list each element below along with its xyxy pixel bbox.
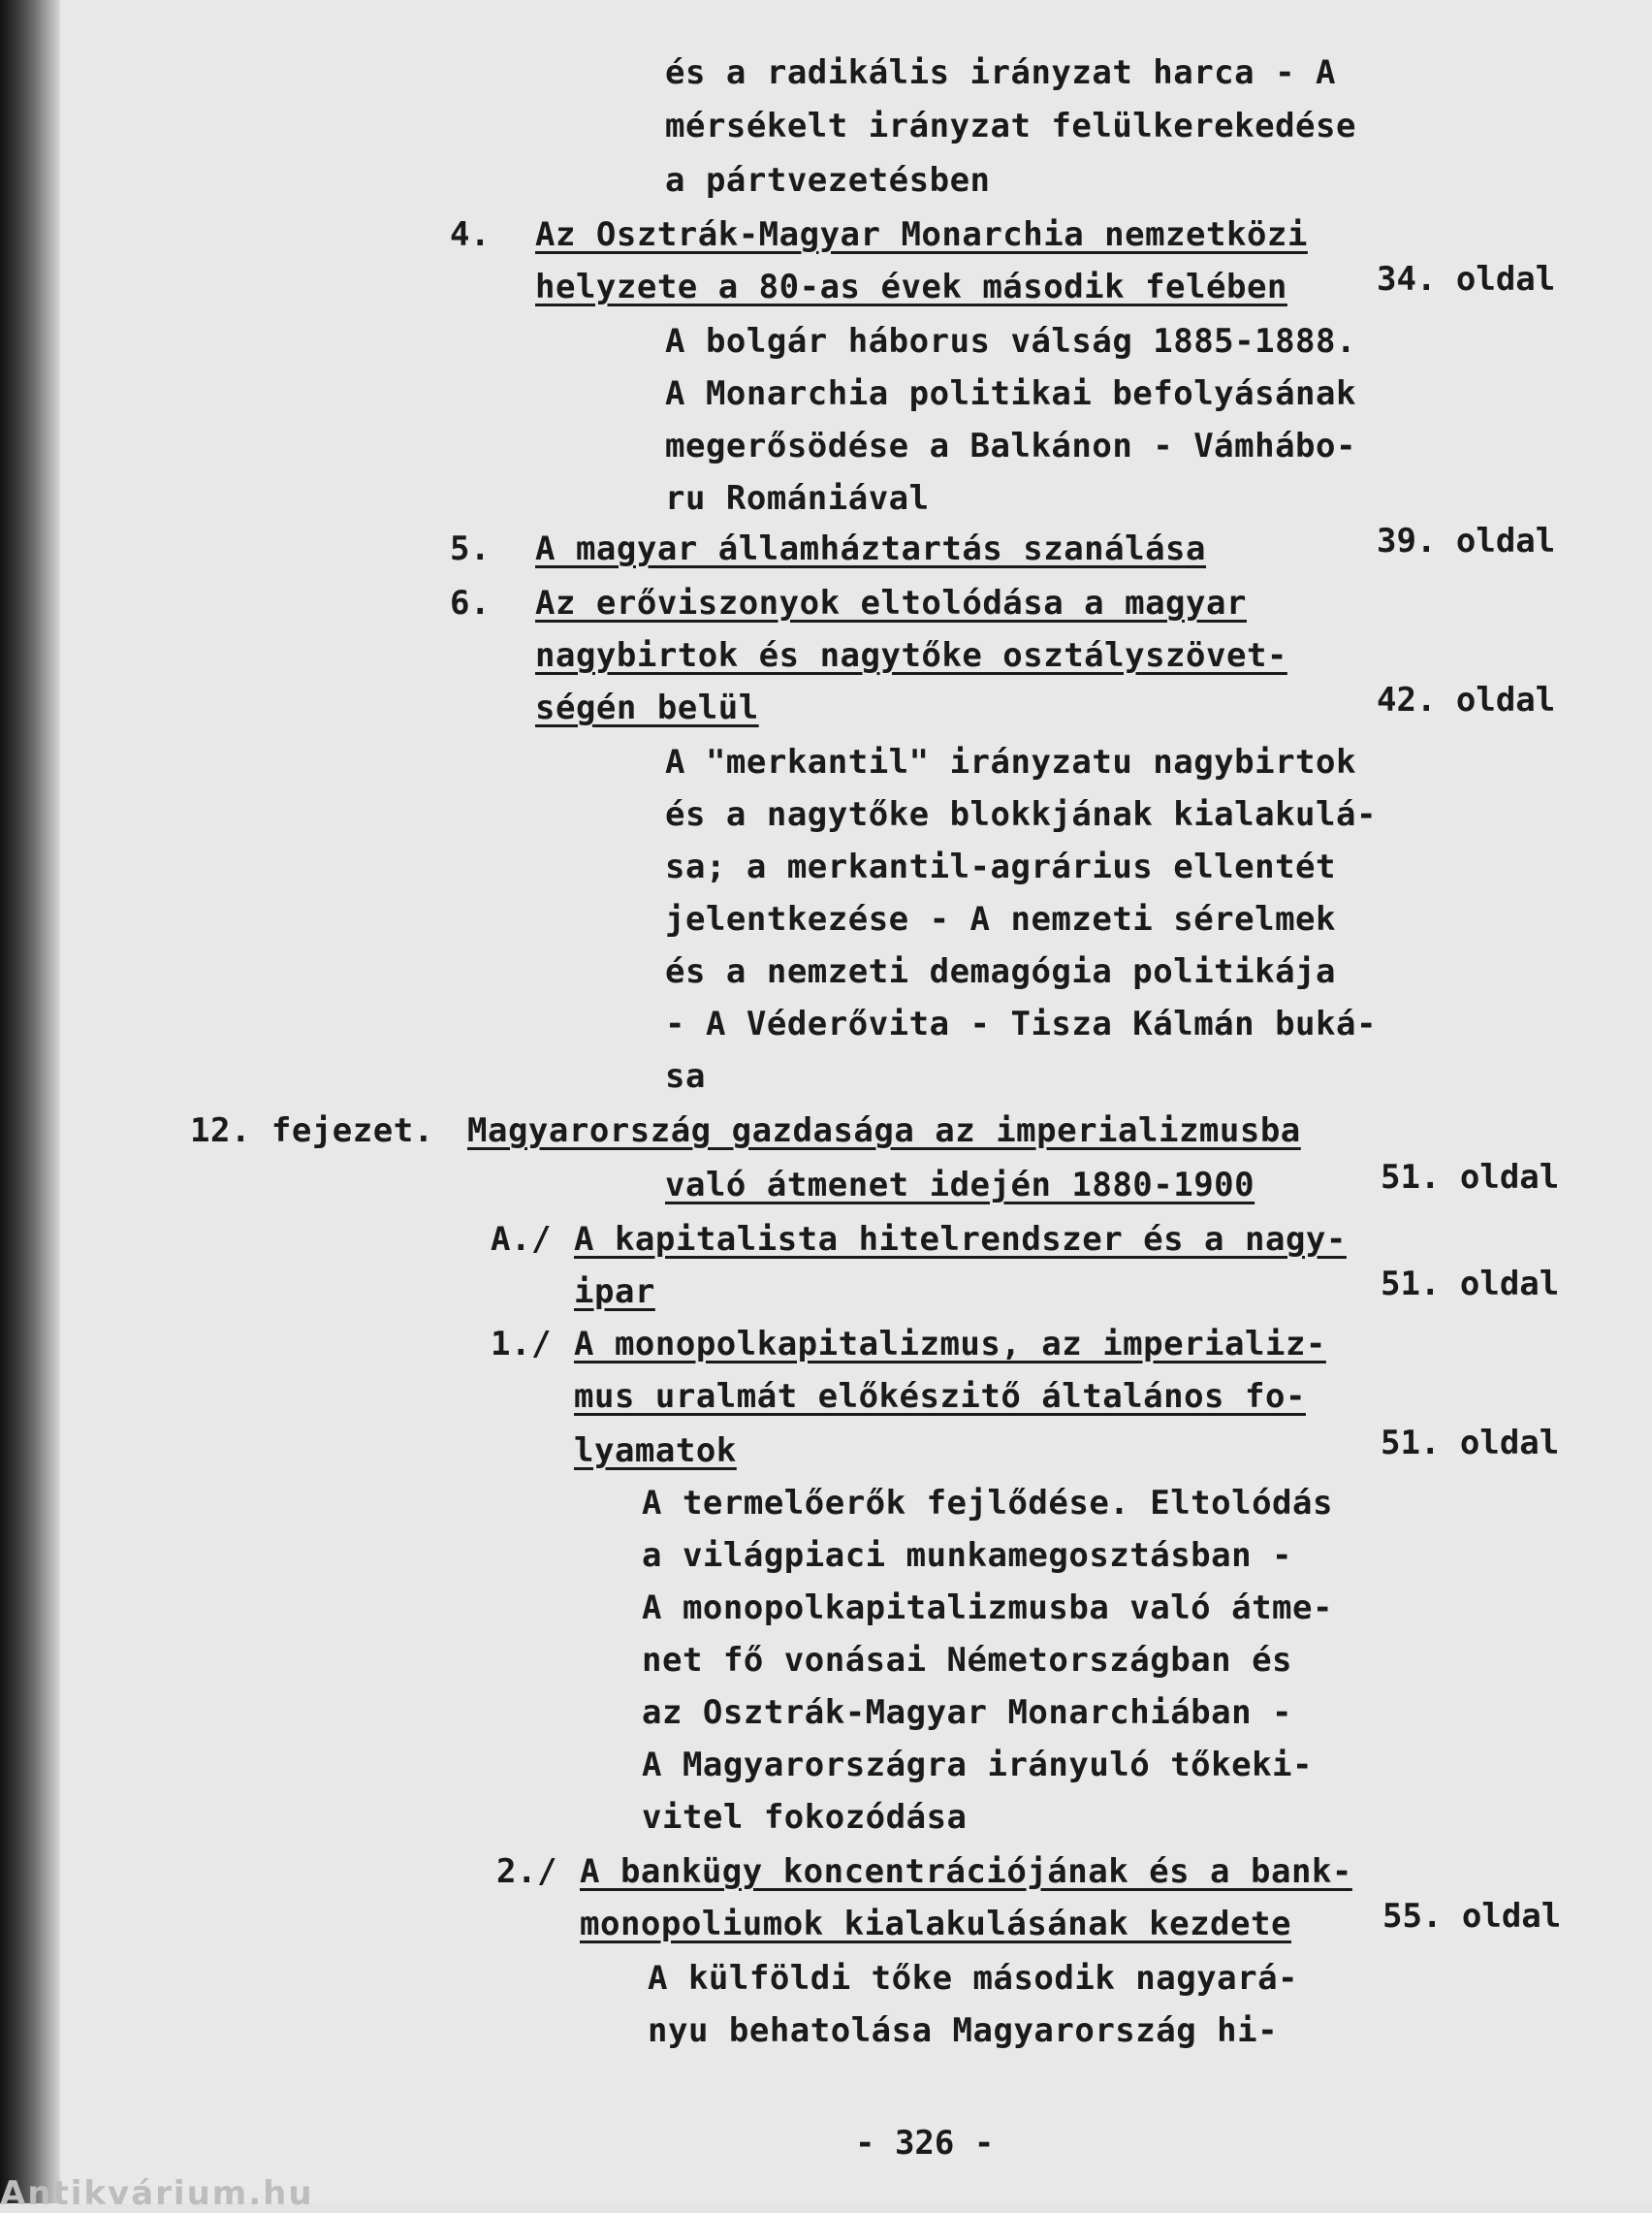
heading-line: A monopolkapitalizmus, az imperializ- — [574, 1325, 1326, 1363]
heading-line: helyzete a 80-as évek második felében — [535, 268, 1287, 306]
text-line: A Monarchia politikai befolyásának — [665, 374, 1356, 413]
book-binding-edge — [0, 0, 60, 2203]
text-line: A termelőerők fejlődése. Eltolódás — [642, 1484, 1333, 1523]
heading-line: nagybirtok és nagytőke osztályszövet- — [535, 636, 1287, 675]
watermark: Antikvárium.hu — [0, 2174, 314, 2213]
text-line: A Magyarországra irányuló tőkeki- — [642, 1746, 1314, 1784]
page-reference: 42. oldal — [1377, 681, 1556, 720]
heading-line: monopoliumok kialakulásának kezdete — [580, 1905, 1291, 1943]
heading-line: Az Osztrák-Magyar Monarchia nemzetközi — [535, 215, 1308, 254]
item-number: 4. — [450, 215, 491, 254]
page-reference: 55. oldal — [1382, 1897, 1562, 1936]
page-number: - 326 - — [855, 2124, 995, 2163]
chapter-number: 12. fejezet. — [190, 1111, 434, 1150]
text-line: A monopolkapitalizmusba való átme- — [642, 1588, 1333, 1627]
text-line: vitel fokozódása — [642, 1798, 968, 1837]
heading-line: A kapitalista hitelrendszer és a nagy- — [574, 1220, 1347, 1259]
text-line: és a nemzeti demagógia politikája — [665, 952, 1337, 991]
heading-line: ségén belül — [535, 689, 759, 727]
heading-line: lyamatok — [574, 1431, 737, 1470]
text-line: - A Véderővita - Tisza Kálmán buká- — [665, 1005, 1377, 1043]
chapter-title: való átmenet idején 1880-1900 — [665, 1166, 1255, 1204]
heading-line: A magyar államháztartás szanálása — [535, 529, 1207, 568]
text-line: mérsékelt irányzat felülkerekedése — [665, 107, 1356, 145]
text-line: ru Romániával — [665, 479, 930, 518]
item-number: 1./ — [491, 1325, 552, 1363]
page-reference: 51. oldal — [1381, 1265, 1560, 1303]
text-line: jelentkezése - A nemzeti sérelmek — [665, 900, 1337, 939]
text-line: A külföldi tőke második nagyará- — [648, 1959, 1299, 1998]
page-reference: 51. oldal — [1381, 1424, 1560, 1462]
text-line: az Osztrák-Magyar Monarchiában - — [642, 1693, 1293, 1732]
page-reference: 39. oldal — [1377, 522, 1556, 561]
text-line: A bolgár háborus válság 1885-1888. — [665, 322, 1356, 361]
page-reference: 51. oldal — [1381, 1158, 1560, 1197]
text-line: és a radikális irányzat harca - A — [665, 53, 1337, 92]
text-line: a pártvezetésben — [665, 161, 991, 200]
item-number: 6. — [450, 584, 491, 623]
text-line: megerősödése a Balkánon - Vámhábo- — [665, 427, 1356, 465]
text-line: a világpiaci munkamegosztásban - — [642, 1536, 1293, 1575]
heading-line: ipar — [574, 1272, 655, 1311]
heading-line: Az erőviszonyok eltolódása a magyar — [535, 584, 1247, 623]
chapter-title: Magyarország gazdasága az imperializmusba — [467, 1111, 1301, 1150]
page-reference: 34. oldal — [1377, 260, 1556, 299]
text-line: sa; a merkantil-agrárius ellentét — [665, 848, 1337, 886]
heading-line: A bankügy koncentrációjának és a bank- — [580, 1852, 1352, 1891]
item-number: 5. — [450, 529, 491, 568]
heading-line: mus uralmát előkészitő általános fo- — [574, 1377, 1306, 1416]
item-number: 2./ — [496, 1852, 557, 1891]
text-line: net fő vonásai Németországban és — [642, 1641, 1293, 1680]
document-page — [60, 0, 1652, 2203]
text-line: A "merkantil" irányzatu nagybirtok — [665, 743, 1356, 782]
text-line: és a nagytőke blokkjának kialakulá- — [665, 795, 1377, 834]
text-line: sa — [665, 1057, 706, 1096]
item-number: A./ — [491, 1220, 552, 1259]
text-line: nyu behatolása Magyarország hi- — [648, 2011, 1279, 2050]
